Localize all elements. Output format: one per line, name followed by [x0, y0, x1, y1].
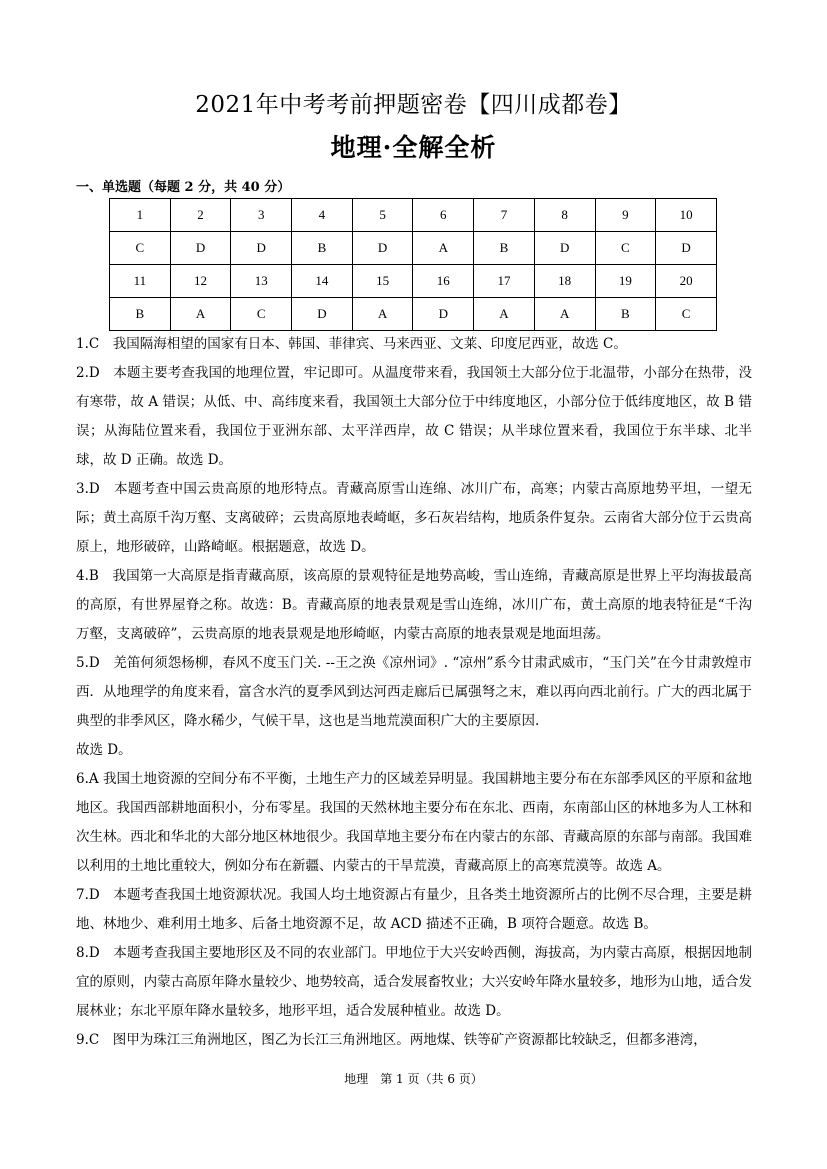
answer-cell: B [110, 298, 171, 331]
answer-cell: C [656, 298, 717, 331]
answer-cell: C [231, 298, 292, 331]
answer-cell: D [656, 232, 717, 265]
answer-cell: C [110, 232, 171, 265]
question-number-cell: 3 [231, 199, 292, 232]
answer-cell: B [292, 232, 353, 265]
answer-cell: D [170, 232, 231, 265]
answer-cell: C [595, 232, 656, 265]
question-number-cell: 11 [110, 265, 171, 298]
answer-cell: A [413, 232, 474, 265]
question-number-cell: 19 [595, 265, 656, 298]
answer-table [109, 198, 717, 331]
answer-table-row [110, 199, 717, 232]
explanation-paragraph: 故选 D。 [76, 742, 132, 758]
page-footer: 地理 第 1 页（共 6 页） [344, 1072, 483, 1086]
explanation-paragraph: 4.B 我国第一大高原是指青藏高原，该高原的景观特征是地势高峻，雪山连绵，青藏高原是世界上平均海拔最高的高原，有世界屋脊之称。故选：B。青藏高原的地表景观是雪山连绵，冰川广布，黄土高原的地表特征是“千沟万壑，支离破碎”，云贵高原的地表景观是地形崎岖，内蒙古高原的地表景观是地面坦荡。 [76, 568, 752, 642]
explanations [76, 330, 752, 1055]
answer-cell: D [534, 232, 595, 265]
question-number-cell: 12 [170, 265, 231, 298]
explanation-paragraph: 3.D 本题考查中国云贵高原的地形特点。青藏高原雪山连绵、冰川广布，高寒；内蒙古高原地势平坦，一望无际；黄土高原千沟万壑、支离破碎；云贵高原地表崎岖，多石灰岩结构，地质条件复杂。云南省大部分位于云贵高原上，地形破碎，山路崎岖。根据题意，故选 D。 [76, 481, 752, 555]
answer-cell: B [595, 298, 656, 331]
question-number-cell: 20 [656, 265, 717, 298]
question-number-cell: 17 [474, 265, 535, 298]
question-number-cell: 2 [170, 199, 231, 232]
answer-cell: D [352, 232, 413, 265]
question-number-cell: 10 [656, 199, 717, 232]
question-number-cell: 15 [352, 265, 413, 298]
exam-subtitle: 地理·全解全析 [330, 133, 497, 162]
answer-cell: D [231, 232, 292, 265]
question-number-cell: 18 [534, 265, 595, 298]
answer-cell: A [352, 298, 413, 331]
answer-cell: A [170, 298, 231, 331]
question-number-cell: 9 [595, 199, 656, 232]
explanation-paragraph: 9.C 图甲为珠江三角洲地区，图乙为长江三角洲地区。两地煤、铁等矿产资源都比较缺乏，但都多港湾， [76, 1032, 707, 1048]
question-number-cell: 16 [413, 265, 474, 298]
exam-title: 2021年中考考前押题密卷【四川成都卷】 [195, 92, 632, 118]
question-number-cell: 6 [413, 199, 474, 232]
explanation-paragraph: 2.D 本题主要考查我国的地理位置，牢记即可。从温度带来看，我国领土大部分位于北温带，小部分在热带，没有寒带，故 A 错误；从低、中、高纬度来看，我国领土大部分位于中纬度地区，小部分位于低纬度地区，故 B 错误；从海陆位置来看，我国位于亚洲东部、太平洋西岸，故 C 错误；从半球位置来看，我国位于东半球、北半球，故 D 正确。故选 D。 [76, 365, 752, 468]
explanation-paragraph: 6.A 我国土地资源的空间分布不平衡，土地生产力的区域差异明显。我国耕地主要分布在东部季风区的平原和盆地地区。我国西部耕地面积小，分布零星。我国的天然林地主要分布在东北、西南，东南部山区的林地多为人工林和次生林。西北和华北的大部分地区林地很少。我国草地主要分布在内蒙古的东部、青藏高原的东部与南部。我国难以利用的土地比重较大，例如分布在新疆、内蒙古的干旱荒漠，青藏高原上的高寒荒漠等。故选 A。 [76, 771, 752, 874]
explanation-paragraph: 8.D 本题考查我国主要地形区及不同的农业部门。甲地位于大兴安岭西侧，海拔高，为内蒙古高原，根据因地制宜的原则，内蒙古高原年降水量较少、地势较高，适合发展畜牧业；大兴安岭年降水量较多，地形为山地，适合发展林业；东北平原年降水量较多，地形平坦，适合发展种植业。故选 D。 [76, 945, 752, 1019]
explanation-paragraph: 5.D 羌笛何须怨杨柳，春风不度玉门关. --王之涣《凉州词》. “凉州”系今甘肃武威市，“玉门关”在今甘肃敦煌市西．从地理学的角度来看，富含水汽的夏季风到达河西走廊后已属强弩之末，难以再向西北前行。广大的西北属于典型的非季风区，降水稀少，气候干旱，这也是当地荒漠面积广大的主要原因. [76, 655, 752, 729]
explanation-paragraph: 7.D 本题考查我国土地资源状况。我国人均土地资源占有量少，且各类土地资源所占的比例不尽合理，主要是耕地、林地少、难利用土地多、后备土地资源不足，故 ACD 描述不正确，B 项符合题意。故选 B。 [76, 887, 752, 932]
question-number-cell: 14 [292, 265, 353, 298]
explanation-paragraph: 1.C 我国隔海相望的国家有日本、韩国、菲律宾、马来西亚、文莱、印度尼西亚，故选 C。 [76, 336, 627, 352]
answer-cell: D [413, 298, 474, 331]
question-number-cell: 4 [292, 199, 353, 232]
question-number-cell: 7 [474, 199, 535, 232]
answer-table-row [110, 298, 717, 331]
answer-table-row [110, 265, 717, 298]
answer-table-row [110, 232, 717, 265]
answer-cell: A [474, 298, 535, 331]
question-number-cell: 5 [352, 199, 413, 232]
section-heading: 一、单选题（每题 2 分，共 40 分） [76, 180, 291, 195]
answer-cell: A [534, 298, 595, 331]
answer-cell: D [292, 298, 353, 331]
question-number-cell: 1 [110, 199, 171, 232]
question-number-cell: 13 [231, 265, 292, 298]
answer-cell: B [474, 232, 535, 265]
question-number-cell: 8 [534, 199, 595, 232]
